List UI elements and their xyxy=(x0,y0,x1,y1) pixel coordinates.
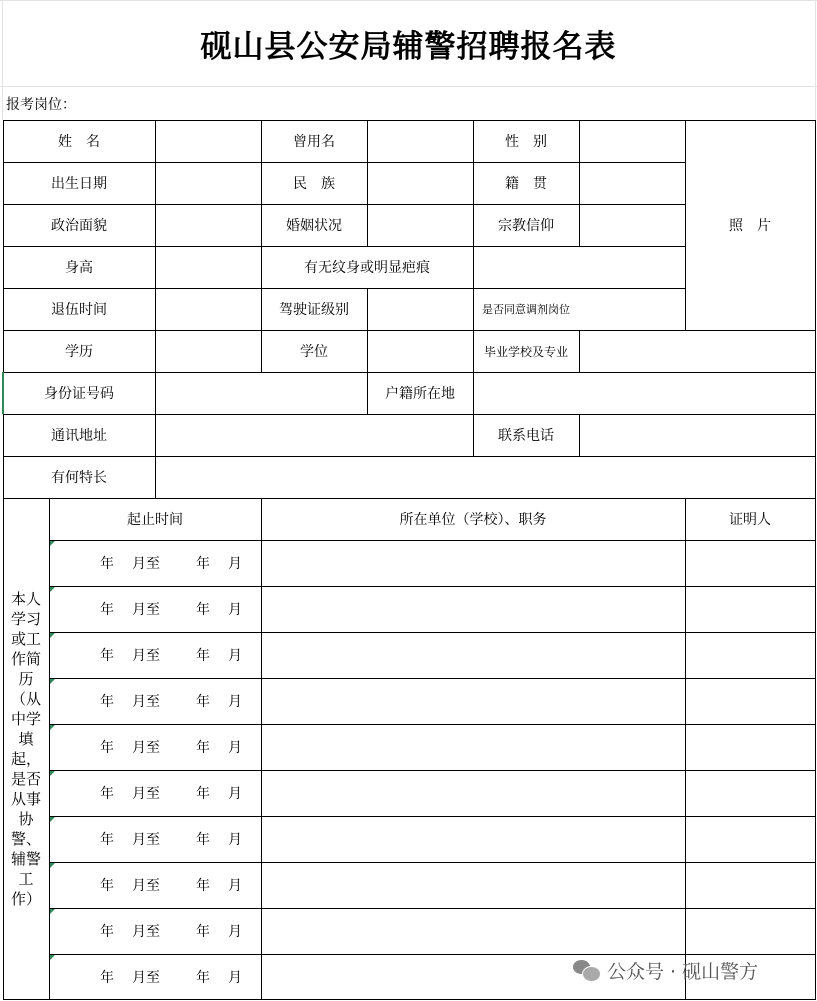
field-specialty[interactable] xyxy=(156,457,815,498)
field-name[interactable] xyxy=(156,121,261,162)
month-end-label: 月 xyxy=(228,832,242,848)
label-former-name: 曾用名 xyxy=(293,134,335,150)
year-from-label: 年 xyxy=(100,694,114,710)
label-license-class: 驾驶证级别 xyxy=(279,302,349,318)
field-accept-reassign[interactable] xyxy=(580,289,685,330)
field-education[interactable] xyxy=(156,331,261,372)
wechat-icon xyxy=(573,960,599,980)
month-to-label: 月至 xyxy=(132,832,160,848)
field-ethnicity[interactable] xyxy=(368,163,473,204)
label-degree: 学位 xyxy=(300,344,328,360)
field-marital-status[interactable] xyxy=(368,205,473,246)
label-accept-reassign: 是否同意调剂岗位 xyxy=(482,303,570,316)
cell-corner-marker xyxy=(50,633,55,638)
resume-unit-field[interactable] xyxy=(262,679,685,724)
field-former-name[interactable] xyxy=(368,121,473,162)
year-to-label: 年 xyxy=(196,602,210,618)
resume-witness-field[interactable] xyxy=(686,771,815,816)
label-marital-status: 婚姻状况 xyxy=(286,218,342,234)
gridline xyxy=(0,86,817,87)
label-discharge-time: 退伍时间 xyxy=(51,302,107,318)
cell-corner-marker xyxy=(50,541,55,546)
field-address[interactable] xyxy=(156,415,473,456)
resume-unit-field[interactable] xyxy=(262,587,685,632)
field-discharge-time[interactable] xyxy=(156,289,261,330)
label-address: 通讯地址 xyxy=(51,428,107,444)
resume-witness-field[interactable] xyxy=(686,679,815,724)
field-phone[interactable] xyxy=(580,415,815,456)
month-end-label: 月 xyxy=(228,970,242,986)
resume-witness-field[interactable] xyxy=(686,725,815,770)
label-religion: 宗教信仰 xyxy=(498,218,554,234)
resume-unit-field[interactable] xyxy=(262,863,685,908)
resume-unit-field[interactable] xyxy=(262,817,685,862)
year-to-label: 年 xyxy=(196,878,210,894)
month-to-label: 月至 xyxy=(132,648,160,664)
field-birth-date[interactable] xyxy=(156,163,261,204)
month-end-label: 月 xyxy=(228,602,242,618)
resume-section-text: 本人学习或工作简历（从中学填起，是否从事协警、辅警工作） xyxy=(10,590,41,908)
year-from-label: 年 xyxy=(100,648,114,664)
field-degree[interactable] xyxy=(368,331,473,372)
resume-witness-field[interactable] xyxy=(686,863,815,908)
year-from-label: 年 xyxy=(100,970,114,986)
year-to-label: 年 xyxy=(196,648,210,664)
label-school-major: 毕业学校及专业 xyxy=(483,344,568,359)
field-household[interactable] xyxy=(474,373,815,414)
month-end-label: 月 xyxy=(228,740,242,756)
watermark xyxy=(573,955,758,985)
label-id-number: 身份证号码 xyxy=(44,386,114,402)
year-to-label: 年 xyxy=(196,924,210,940)
cell-corner-marker xyxy=(50,725,55,730)
photo-box[interactable]: 照 片 xyxy=(729,218,771,234)
year-from-label: 年 xyxy=(100,924,114,940)
month-to-label: 月至 xyxy=(132,602,160,618)
year-to-label: 年 xyxy=(196,970,210,986)
year-from-label: 年 xyxy=(100,786,114,802)
cell-corner-marker xyxy=(50,679,55,684)
header-unit: 所在单位（学校）、职务 xyxy=(399,512,547,528)
label-political-status: 政治面貌 xyxy=(51,218,107,234)
header-witness: 证明人 xyxy=(729,512,771,528)
applied-post-label: 报考岗位： xyxy=(6,97,76,113)
field-religion[interactable] xyxy=(580,205,685,246)
field-license-class[interactable] xyxy=(368,289,473,330)
month-to-label: 月至 xyxy=(132,694,160,710)
label-education: 学历 xyxy=(65,344,93,360)
field-tattoo-scar[interactable] xyxy=(474,247,685,288)
month-end-label: 月 xyxy=(228,694,242,710)
label-phone: 联系电话 xyxy=(498,428,554,444)
year-to-label: 年 xyxy=(196,694,210,710)
resume-unit-field[interactable] xyxy=(262,633,685,678)
month-to-label: 月至 xyxy=(132,878,160,894)
resume-unit-field[interactable] xyxy=(262,909,685,954)
label-household: 户籍所在地 xyxy=(385,386,455,402)
year-to-label: 年 xyxy=(196,832,210,848)
resume-witness-field[interactable] xyxy=(686,909,815,954)
month-to-label: 月至 xyxy=(132,556,160,572)
field-height[interactable] xyxy=(156,247,261,288)
label-native-place: 籍 贯 xyxy=(505,176,547,192)
month-end-label: 月 xyxy=(228,556,242,572)
label-name: 姓 名 xyxy=(58,134,100,150)
month-end-label: 月 xyxy=(228,924,242,940)
year-to-label: 年 xyxy=(196,786,210,802)
resume-unit-field[interactable] xyxy=(262,771,685,816)
cell-corner-marker xyxy=(50,771,55,776)
cell-corner-marker xyxy=(50,817,55,822)
resume-witness-field[interactable] xyxy=(686,587,815,632)
year-to-label: 年 xyxy=(196,740,210,756)
month-to-label: 月至 xyxy=(132,924,160,940)
year-to-label: 年 xyxy=(196,556,210,572)
label-birth-date: 出生日期 xyxy=(51,176,107,192)
resume-section-label xyxy=(3,498,49,1000)
field-native-place[interactable] xyxy=(580,163,685,204)
watermark-text: 公众号 · 砚山警方 xyxy=(607,960,759,983)
cell-corner-marker xyxy=(50,863,55,868)
year-from-label: 年 xyxy=(100,878,114,894)
resume-witness-field[interactable] xyxy=(686,541,815,586)
field-school-major[interactable] xyxy=(580,331,815,372)
page-title: 砚山县公安局辅警招聘报名表 xyxy=(200,28,617,65)
resume-witness-field[interactable] xyxy=(686,817,815,862)
label-height: 身高 xyxy=(65,260,93,276)
cell-corner-marker xyxy=(50,909,55,914)
year-from-label: 年 xyxy=(100,832,114,848)
label-ethnicity: 民 族 xyxy=(293,176,335,192)
cell-corner-marker xyxy=(50,955,55,960)
year-from-label: 年 xyxy=(100,556,114,572)
field-political-status[interactable] xyxy=(156,205,261,246)
month-to-label: 月至 xyxy=(132,786,160,802)
header-period: 起止时间 xyxy=(127,512,183,528)
year-from-label: 年 xyxy=(100,740,114,756)
label-tattoo-scar: 有无纹身或明显疤痕 xyxy=(304,260,430,276)
cell-corner-marker xyxy=(50,587,55,592)
resume-unit-field[interactable] xyxy=(262,541,685,586)
resume-unit-field[interactable] xyxy=(262,725,685,770)
field-gender[interactable] xyxy=(580,121,685,162)
resume-witness-field[interactable] xyxy=(686,633,815,678)
label-gender: 性 别 xyxy=(505,134,547,150)
year-from-label: 年 xyxy=(100,602,114,618)
month-to-label: 月至 xyxy=(132,970,160,986)
month-end-label: 月 xyxy=(228,786,242,802)
month-end-label: 月 xyxy=(228,648,242,664)
label-specialty: 有何特长 xyxy=(51,470,107,486)
month-end-label: 月 xyxy=(228,878,242,894)
month-to-label: 月至 xyxy=(132,740,160,756)
field-id-number[interactable] xyxy=(156,373,367,414)
